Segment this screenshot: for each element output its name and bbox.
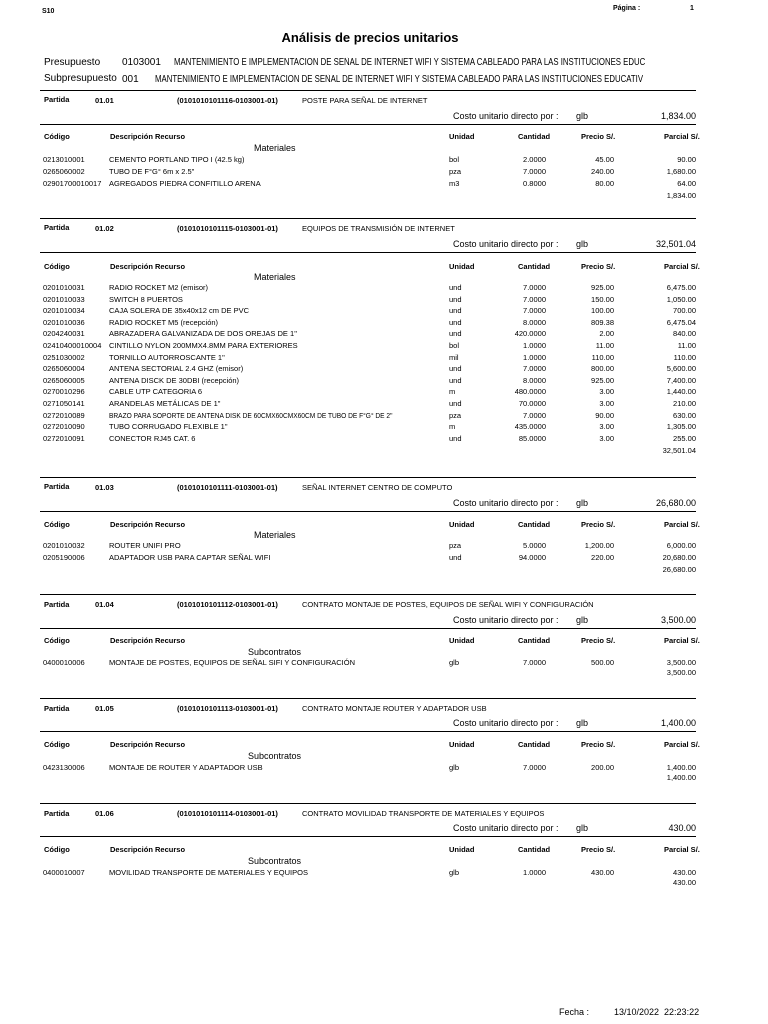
- partida-ref: (0101010101111-0103001-01): [177, 483, 278, 492]
- group-label: Materiales: [254, 143, 296, 153]
- item-code: 0251030002: [43, 352, 85, 362]
- col-precio: Precio S/.: [581, 132, 616, 141]
- partida-label: Partida: [44, 600, 70, 609]
- item-partial: 11.00: [677, 341, 696, 350]
- partida-name: CONTRATO MONTAJE ROUTER Y ADAPTADOR USB: [302, 704, 487, 713]
- col-codigo: Código: [44, 520, 70, 529]
- item-unit: und: [449, 283, 462, 292]
- subpresupuesto-desc: MANTENIMIENTO E IMPLEMENTACION DE SEÑAL DE INTERNET WIFI Y SISTEMA CABLEADO PARA LAS INSTITUCIONES EDUCATIV: [155, 74, 644, 85]
- col-cantidad: Cantidad: [518, 520, 551, 529]
- item-price: 150.00: [591, 294, 614, 304]
- item-price: 800.00: [591, 364, 614, 374]
- fecha-label: Fecha :: [559, 1007, 590, 1017]
- cost-unit: glb: [576, 111, 589, 121]
- item-price: 925.00: [591, 283, 614, 292]
- item-code: 0213010001: [43, 155, 85, 164]
- item-desc: TUBO CORRUGADO FLEXIBLE 1": [109, 422, 228, 432]
- item-unit: bol: [449, 341, 460, 350]
- item-desc: ROUTER UNIFI PRO: [109, 541, 181, 550]
- cost-value: 1,834.00: [660, 111, 696, 121]
- col-unidad: Unidad: [449, 740, 475, 749]
- partida-label: Partida: [44, 704, 70, 713]
- col-descripcion: Descripción Recurso: [110, 636, 186, 645]
- cost-value: 430.00: [668, 823, 696, 833]
- col-cantidad: Cantidad: [518, 740, 551, 749]
- item-price: 1,200.00: [584, 541, 614, 550]
- item-unit: und: [449, 553, 462, 562]
- item-price: 100.00: [591, 306, 614, 316]
- item-qty: 480.0000: [514, 387, 546, 397]
- item-desc: MOVILIDAD TRANSPORTE DE MATERIALES Y EQUIPOS: [109, 868, 308, 877]
- group-label: Materiales: [254, 530, 296, 540]
- item-code: 0204240031: [43, 329, 85, 339]
- partida-ref: (0101010101116-0103001-01): [177, 96, 278, 105]
- partida-number: 01.01: [95, 96, 114, 105]
- col-parcial: Parcial S/.: [664, 520, 700, 529]
- col-codigo: Código: [44, 740, 70, 749]
- item-partial: 255.00: [673, 433, 696, 443]
- presupuesto-label: Presupuesto: [44, 57, 101, 68]
- item-price: 3.00: [599, 422, 614, 432]
- col-precio: Precio S/.: [581, 636, 616, 645]
- col-unidad: Unidad: [449, 132, 475, 141]
- item-qty: 94.0000: [518, 553, 546, 562]
- item-price: 200.00: [591, 763, 614, 772]
- item-unit: bol: [449, 155, 460, 164]
- col-descripcion: Descripción Recurso: [110, 132, 186, 141]
- cost-unit: glb: [576, 239, 589, 249]
- cost-label: Costo unitario directo por :: [453, 239, 559, 249]
- section-total: 32,501.04: [662, 446, 696, 455]
- partida-label: Partida: [44, 809, 70, 818]
- item-unit: und: [449, 399, 462, 408]
- item-partial: 700.00: [673, 306, 696, 316]
- item-desc: ADAPTADOR USB PARA CAPTAR SEÑAL WIFI: [109, 553, 271, 562]
- item-unit: und: [449, 306, 462, 316]
- item-price: 220.00: [591, 553, 614, 562]
- item-partial: 6,475.04: [666, 317, 696, 327]
- item-partial: 110.00: [673, 352, 696, 362]
- partida-number: 01.03: [95, 483, 114, 492]
- item-desc: [109, 411, 439, 420]
- col-precio: Precio S/.: [581, 740, 616, 749]
- item-price: 2.00: [599, 329, 614, 339]
- item-desc: MONTAJE DE POSTES, EQUIPOS DE SEÑAL SIFI Y CONFIGURACIÓN: [109, 658, 356, 667]
- partida-ref: (0101010101115-0103001-01): [177, 224, 278, 233]
- section-total: 430.00: [673, 878, 696, 887]
- item-qty: 7.0000: [523, 294, 546, 304]
- col-codigo: Código: [44, 845, 70, 854]
- item-qty: 7.0000: [523, 364, 546, 374]
- partida-name: SEÑAL INTERNET CENTRO DE COMPUTO: [302, 483, 453, 492]
- subpresupuesto-code: 001: [122, 74, 139, 85]
- item-unit: m3: [449, 179, 460, 188]
- item-qty: 0.8000: [523, 179, 546, 188]
- presupuesto-desc: MANTENIMIENTO E IMPLEMENTACION DE SEÑAL DE INTERNET WIFI Y SISTEMA CABLEADO PARA LAS INSTITUCIONES EDUC: [174, 57, 646, 68]
- item-qty: 2.0000: [523, 155, 546, 164]
- item-code: 0201010036: [43, 317, 85, 327]
- item-qty: 435.0000: [514, 422, 546, 432]
- partida-number: 01.02: [95, 224, 114, 233]
- item-partial: 210.00: [673, 399, 696, 408]
- item-code: 0272010091: [43, 433, 85, 443]
- cost-label: Costo unitario directo por :: [453, 823, 559, 833]
- section-total: 26,680.00: [662, 565, 696, 574]
- cost-value: 26,680.00: [655, 498, 696, 508]
- item-desc: RADIO ROCKET M2 (emisor): [109, 283, 209, 292]
- partida-name: POSTE PARA SEÑAL DE INTERNET: [302, 96, 428, 105]
- item-unit: pza: [449, 410, 462, 420]
- item-price: 110.00: [591, 352, 614, 362]
- item-desc: CABLE UTP CATEGORIA 6: [109, 387, 203, 397]
- item-unit: und: [449, 375, 462, 385]
- item-desc: RADIO ROCKET M5 (recepción): [109, 317, 219, 327]
- item-code: 02901700010017: [43, 179, 102, 188]
- item-qty: 5.0000: [523, 541, 546, 550]
- col-unidad: Unidad: [449, 636, 475, 645]
- item-partial: 64.00: [677, 179, 696, 188]
- page-label: Página :: [613, 5, 641, 12]
- partida-number: 01.06: [95, 809, 114, 818]
- item-desc: CEMENTO PORTLAND TIPO I (42.5 kg): [109, 155, 245, 164]
- item-partial: 6,475.00: [666, 283, 696, 292]
- cost-value: 32,501.04: [655, 239, 696, 249]
- cost-label: Costo unitario directo por :: [453, 718, 559, 728]
- col-parcial: Parcial S/.: [664, 740, 700, 749]
- col-cantidad: Cantidad: [518, 845, 551, 854]
- item-code: 0201010032: [43, 541, 85, 550]
- item-unit: und: [449, 364, 462, 374]
- cost-unit: glb: [576, 718, 589, 728]
- section-total: 1,400.00: [666, 773, 696, 782]
- report-code: S10: [42, 8, 55, 15]
- item-unit: pza: [449, 167, 462, 176]
- item-partial: 1,305.00: [666, 422, 696, 432]
- partida-name: CONTRATO MOVILIDAD TRANSPORTE DE MATERIALES Y EQUIPOS: [302, 809, 545, 818]
- item-partial: 1,050.00: [666, 294, 696, 304]
- item-qty: 7.0000: [523, 763, 546, 772]
- item-desc: TORNILLO AUTORROSCANTE 1": [109, 352, 225, 362]
- partida-label: Partida: [44, 482, 70, 491]
- partida-ref: (0101010101113-0103001-01): [177, 704, 278, 713]
- item-unit: und: [449, 433, 462, 443]
- partida-name: CONTRATO MONTAJE DE POSTES, EQUIPOS DE SEÑAL WIFI Y CONFIGURACIÓN: [302, 600, 594, 609]
- presupuesto-desc-wrap: [174, 57, 697, 68]
- item-qty: 8.0000: [523, 317, 546, 327]
- col-descripcion: Descripción Recurso: [110, 740, 186, 749]
- item-code: 0265060004: [43, 364, 85, 374]
- col-parcial: Parcial S/.: [664, 845, 700, 854]
- item-qty: 8.0000: [523, 375, 546, 385]
- group-label: Subcontratos: [248, 647, 302, 657]
- item-partial: 630.00: [673, 410, 696, 420]
- cost-value: 3,500.00: [660, 615, 696, 625]
- cost-unit: glb: [576, 498, 589, 508]
- item-code: 0270010296: [43, 387, 85, 397]
- item-unit: glb: [449, 658, 460, 667]
- item-desc: MONTAJE DE ROUTER Y ADAPTADOR USB: [109, 763, 263, 772]
- col-descripcion: Descripción Recurso: [110, 520, 186, 529]
- item-desc: AGREGADOS PIEDRA CONFITILLO ARENA: [109, 179, 261, 188]
- group-label: Subcontratos: [248, 751, 302, 761]
- item-partial: 90.00: [677, 155, 696, 164]
- item-unit: und: [449, 294, 462, 304]
- item-price: 45.00: [595, 155, 614, 164]
- fecha-value: 13/10/2022 22:23:22: [614, 1007, 700, 1017]
- item-code: 0201010031: [43, 283, 85, 292]
- partida-number: 01.05: [95, 704, 114, 713]
- partida-label: Partida: [44, 223, 70, 232]
- item-partial: 5,600.00: [666, 364, 696, 374]
- page-number: 1: [690, 5, 694, 12]
- partida-number: 01.04: [95, 600, 114, 609]
- col-unidad: Unidad: [449, 520, 475, 529]
- col-cantidad: Cantidad: [518, 132, 551, 141]
- section-total: 3,500.00: [666, 668, 696, 677]
- item-desc: CAJA SOLERA DE 35x40x12 cm DE PVC: [109, 306, 250, 316]
- item-qty: 7.0000: [523, 167, 546, 176]
- item-partial: 1,400.00: [666, 763, 696, 772]
- item-desc: CONECTOR RJ45 CAT. 6: [109, 433, 196, 443]
- cost-unit: glb: [576, 615, 589, 625]
- item-price: 500.00: [591, 658, 614, 667]
- item-qty: 70.0000: [518, 399, 546, 408]
- item-desc: TUBO DE F°G° 6m x 2.5": [109, 167, 195, 176]
- item-desc: ANTENA DISCK DE 30DBI (recepción): [109, 375, 240, 385]
- subpresupuesto-desc-wrap: [155, 74, 697, 85]
- item-code: 0201010034: [43, 306, 85, 316]
- item-unit: mil: [449, 352, 459, 362]
- item-price: 3.00: [599, 387, 614, 397]
- col-parcial: Parcial S/.: [664, 132, 700, 141]
- item-desc-text: BRAZO PARA SOPORTE DE ANTENA DISK DE 60CMX60CMX60CM DE TUBO DE F°G° DE 2": [109, 410, 393, 420]
- item-price: 430.00: [591, 868, 614, 877]
- cost-unit: glb: [576, 823, 589, 833]
- item-partial: 7,400.00: [666, 375, 696, 385]
- item-partial: 840.00: [673, 329, 696, 339]
- item-unit: und: [449, 317, 462, 327]
- presupuesto-code: 0103001: [122, 57, 161, 68]
- item-qty: 1.0000: [523, 352, 546, 362]
- item-desc: ABRAZADERA GALVANIZADA DE DOS OREJAS DE 1": [109, 329, 297, 339]
- cost-label: Costo unitario directo por :: [453, 111, 559, 121]
- item-code: 0423130006: [43, 763, 85, 772]
- item-qty: 7.0000: [523, 306, 546, 316]
- item-code: 0265060002: [43, 167, 85, 176]
- col-parcial: Parcial S/.: [664, 262, 700, 271]
- col-unidad: Unidad: [449, 845, 475, 854]
- item-partial: 20,680.00: [662, 553, 696, 562]
- item-qty: 7.0000: [523, 410, 546, 420]
- col-cantidad: Cantidad: [518, 262, 551, 271]
- item-desc: ANTENA SECTORIAL 2.4 GHZ (emisor): [109, 364, 244, 374]
- item-code: 0265060005: [43, 375, 85, 385]
- partida-name: EQUIPOS DE TRANSMISIÓN DE INTERNET: [302, 224, 455, 233]
- partida-label: Partida: [44, 95, 70, 104]
- item-partial: 3,500.00: [666, 658, 696, 667]
- item-unit: glb: [449, 868, 460, 877]
- item-code: 0272010090: [43, 422, 85, 432]
- item-qty: 1.0000: [523, 868, 546, 877]
- cost-label: Costo unitario directo por :: [453, 498, 559, 508]
- col-unidad: Unidad: [449, 262, 475, 271]
- partida-ref: (0101010101114-0103001-01): [177, 809, 278, 818]
- item-unit: und: [449, 329, 462, 339]
- item-desc: ARANDELAS METÁLICAS DE 1": [109, 399, 221, 408]
- col-precio: Precio S/.: [581, 262, 616, 271]
- col-cantidad: Cantidad: [518, 636, 551, 645]
- col-descripcion: Descripción Recurso: [110, 262, 186, 271]
- item-code: 0400010006: [43, 658, 85, 667]
- item-qty: 1.0000: [523, 341, 546, 350]
- col-parcial: Parcial S/.: [664, 636, 700, 645]
- item-unit: glb: [449, 763, 460, 772]
- item-desc: SWITCH 8 PUERTOS: [109, 294, 183, 304]
- item-code: 0400010007: [43, 868, 85, 877]
- item-code: 0201010033: [43, 294, 85, 304]
- partida-ref: (0101010101112-0103001-01): [177, 600, 278, 609]
- document-title: Análisis de precios unitarios: [281, 30, 459, 45]
- col-precio: Precio S/.: [581, 845, 616, 854]
- item-desc: CINTILLO NYLON 200MMX4.8MM PARA EXTERIORES: [109, 341, 298, 350]
- item-partial: 430.00: [673, 868, 696, 877]
- item-qty: 85.0000: [518, 433, 546, 443]
- cost-value: 1,400.00: [660, 718, 696, 728]
- item-code: 0271050141: [43, 399, 85, 408]
- subpresupuesto-label: Subpresupuesto: [44, 73, 117, 84]
- col-precio: Precio S/.: [581, 520, 616, 529]
- item-price: 240.00: [591, 167, 614, 176]
- item-code: 0272010089: [43, 410, 85, 420]
- item-price: 925.00: [591, 375, 614, 385]
- item-price: 3.00: [599, 399, 614, 408]
- item-partial: 6,000.00: [666, 541, 696, 550]
- section-total: 1,834.00: [666, 191, 696, 200]
- item-code: 02410400010004: [43, 341, 102, 350]
- item-partial: 1,440.00: [666, 387, 696, 397]
- item-qty: 420.0000: [514, 329, 546, 339]
- cost-label: Costo unitario directo por :: [453, 615, 559, 625]
- item-unit: m: [449, 387, 456, 397]
- item-unit: pza: [449, 541, 462, 550]
- col-codigo: Código: [44, 262, 70, 271]
- item-unit: m: [449, 422, 456, 432]
- item-price: 90.00: [595, 410, 614, 420]
- item-qty: 7.0000: [523, 283, 546, 292]
- item-price: 3.00: [599, 433, 614, 443]
- group-label: Subcontratos: [248, 856, 302, 866]
- item-qty: 7.0000: [523, 658, 546, 667]
- item-price: 11.00: [595, 341, 614, 350]
- group-label: Materiales: [254, 272, 296, 282]
- col-codigo: Código: [44, 636, 70, 645]
- item-price: 809.38: [591, 317, 614, 327]
- col-codigo: Código: [44, 132, 70, 141]
- item-code: 0205190006: [43, 553, 85, 562]
- item-partial: 1,680.00: [666, 167, 696, 176]
- item-price: 80.00: [595, 179, 614, 188]
- col-descripcion: Descripción Recurso: [110, 845, 186, 854]
